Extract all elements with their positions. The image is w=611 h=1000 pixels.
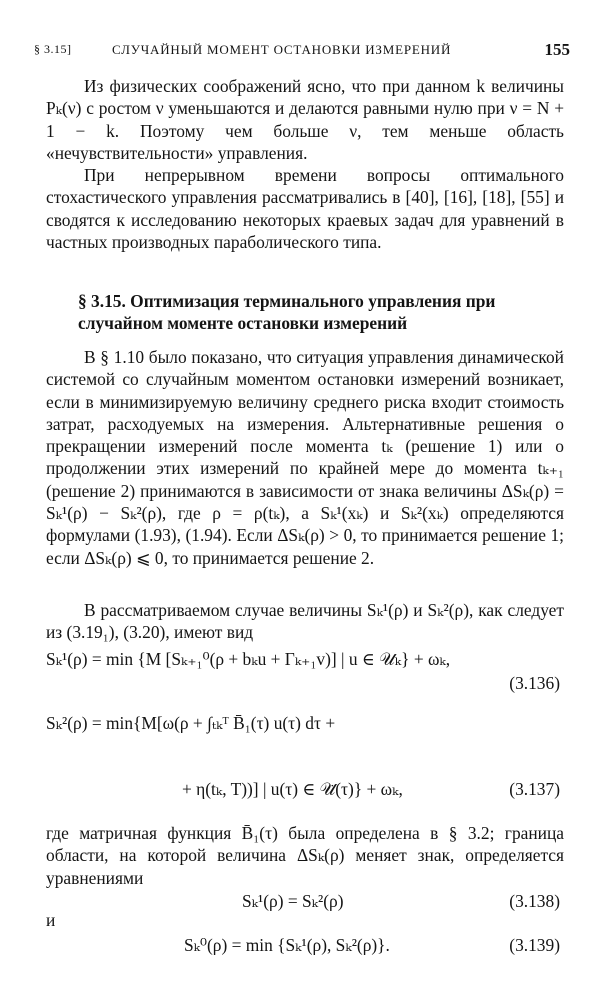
equation-formula: Sₖ⁰(ρ) = min {Sₖ¹(ρ), Sₖ²(ρ)}. (184, 935, 390, 955)
paragraph-3: В § 1.10 было показано, что ситуация управления динамической системой со случайным моментом остановки измерений возникает, если в минимизируемую величину среднего риска входит стоимость затрат, расходуемых на измерения. Альтернативные решения о прекращении измерений после момента tₖ (решение 1) или о продолжении этих измерений по крайней мере до момента tₖ₊₁ (решение 2) принимаются в зависимости от знака величины ΔSₖ(ρ) = Sₖ¹(ρ) − Sₖ²(ρ), где ρ = ρ(tₖ), а Sₖ¹(xₖ) и Sₖ²(xₖ) определяются формулами (1.93), (1.94). Если ΔSₖ(ρ) > 0, то принимается решение 1; если ΔSₖ(ρ) ⩽ 0, то принимается решение 2. (46, 347, 564, 568)
equation-number: (3.137) (509, 779, 560, 799)
equation-formula: Sₖ¹(ρ) = min {M [Sₖ₊₁⁰(ρ + bₖu + Γₖ₊₁v)] | u ∈ 𝒰ₖ} + ωₖ, (46, 649, 451, 669)
equation-formula: + η(tₖ, T))] | u(τ) ∈ 𝒰̇(τ)} + ωₖ, (182, 779, 403, 799)
equation-number: (3.139) (509, 935, 560, 955)
header-title: СЛУЧАЙНЫЙ МОМЕНТ ОСТАНОВКИ ИЗМЕРЕНИЙ (112, 42, 452, 57)
equation-number: (3.138) (509, 891, 560, 911)
paragraph-2: При непрерывном времени вопросы оптимального стохастического управления рассматривались в [40], [16], [18], [55] и сводятся к исследованию некоторых краевых задач для уравнений в частных производных параболического типа. (46, 165, 564, 252)
paragraph-1: Из физических соображений ясно, что при данном k величины Pₖ(ν) с ростом ν уменьшаются и делаются равными нулю при ν = N + 1 − k. Поэтому чем больше ν, тем меньше область «нечувствительности» управления. (46, 76, 564, 163)
equation-3-136 (46, 648, 564, 693)
paragraph-4: В рассматриваемом случае величины Sₖ¹(ρ) и Sₖ²(ρ), как следует из (3.19₁), (3.20), имеют вид (46, 600, 564, 643)
section-heading: § 3.15. Оптимизация терминального управления при случайном моменте остановки измерений (78, 291, 496, 333)
header-section-ref: § 3.15] (34, 42, 72, 56)
running-header (34, 40, 570, 62)
conjunction-and: и (46, 910, 56, 930)
page-number: 155 (544, 40, 570, 59)
equation-number: (3.136) (509, 673, 560, 693)
equation-formula: Sₖ¹(ρ) = Sₖ²(ρ) (242, 891, 344, 911)
equation-formula: Sₖ²(ρ) = min{M[ω(ρ + ∫ₜₖᵀ B̄₁(τ) u(τ) dτ + (46, 713, 336, 733)
paragraph-5: где матричная функция B̄₁(τ) была определена в § 3.2; граница области, на которой величина ΔSₖ(ρ) меняет знак, определяется уравнениями (46, 823, 564, 888)
